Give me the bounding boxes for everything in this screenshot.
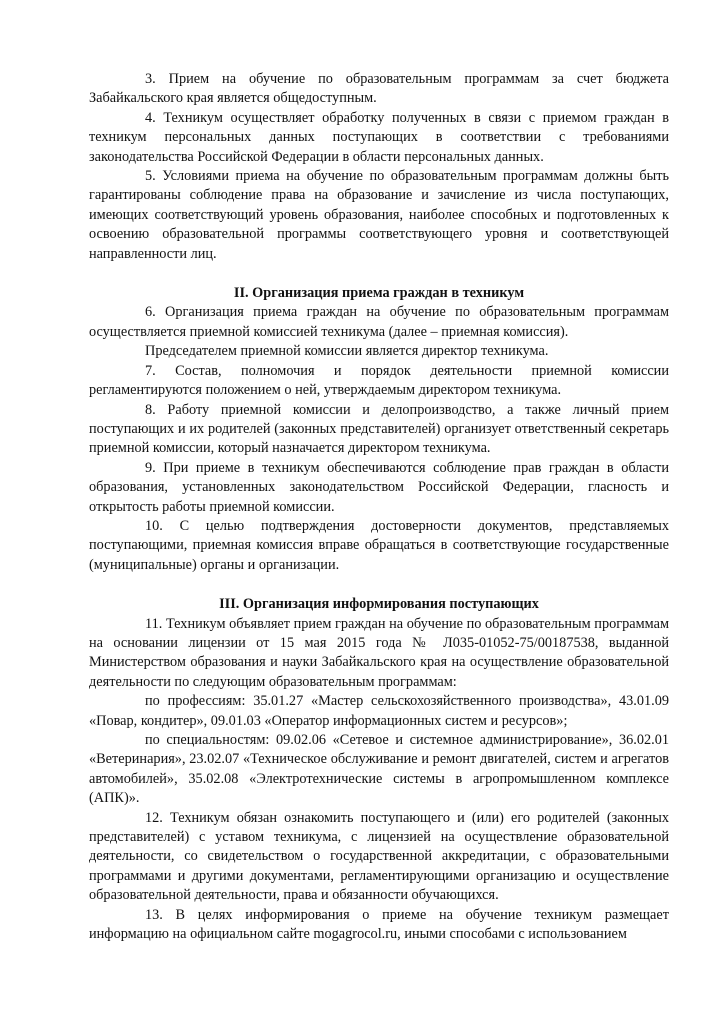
section-2-heading: II. Организация приема граждан в техникум [233,285,525,302]
paragraph-10: 10. С целью подтверждения достоверности документов, представляемых поступающими, приемная комиссия вправе обращаться в соответствующие государственные (муниципальные) органы и организации. [89,517,669,573]
paragraph-8: 8. Работу приемной комиссии и делопроизводство, а также личный прием поступающих и их родителей (законных представителей) организует ответственный секретарь приемной комиссии, который назначается директором техникума. [89,401,669,457]
paragraph-7: 7. Состав, полномочия и порядок деятельности приемной комиссии регламентируются положением о ней, утверждаемым директором техникума. [89,362,669,399]
paragraph-12: 12. Техникум обязан ознакомить поступающего и (или) его родителей (законных представителей) с уставом техникума, с лицензией на осуществление образовательной деятельности, со свидетельством о государственной аккредитации, с образовательными программами и другими документами, регламентирующими организацию и осуществление образовательной деятельности, права и обязанности обучающихся. [89,809,669,904]
paragraph-6: 6. Организация приема граждан на обучение по образовательным программам осуществляется приемной комиссией техникума (далее – приемная комиссия). [89,304,669,340]
paragraph-5: 5. Условиями приема на обучение по образовательным программам должны быть гарантированы соблюдение права на образование и зачисление из числа поступающих, имеющих соответствующий уровень образования, наиболее способных и подготовленных к освоению образовательной программы соответствующего уровня и соответствующей направленности лиц. [89,168,669,262]
paragraph-9: 9. При приеме в техникум обеспечиваются соблюдение прав граждан в области образования, установленных законодательством Российской Федерации, гласность и открытость работы приемной комиссии. [89,459,669,515]
paragraph-specialties: по специальностям: 09.02.06 «Сетевое и системное администрирование», 36.02.01 «Ветеринария», 23.02.07 «Техническое обслуживание и ремонт двигателей, систем и агрегатов автомобилей», 35.02.08 «Электротехнические системы в агропромышленном комплексе (АПК)». [89,732,669,807]
paragraph-13: 13. В целях информирования о приеме на обучение техникум размещает информацию на официальном сайте mogagrocol.ru, иными способами с использованием [89,906,669,943]
paragraph-11: 11. Техникум объявляет прием граждан на обучение по образовательным программам на основании лицензии от 15 мая 2015 года № Л035-01052-75/00187538, выданной Министерством образования и науки Забайкальского края на осуществление образовательной деятельности по следующим образовательным программам: [89,615,669,690]
paragraph-professions: по профессиям: 35.01.27 «Мастер сельскохозяйственного производства», 43.01.09 «Повар, кондитер», 09.01.03 «Оператор информационных систем и ресурсов»; [89,693,669,729]
paragraph-4: 4. Техникум осуществляет обработку полученных в связи с приемом граждан в техникум персональных данных поступающих в соответствии с требованиями законодательства Российской Федерации в области персональных данных. [89,109,669,165]
paragraph-chairman: Председателем приемной комиссии является директор техникума. [145,343,549,360]
paragraph-3: 3. Прием на обучение по образовательным программам за счет бюджета Забайкальского края является общедоступным. [89,71,669,107]
section-3-heading: III. Организация информирования поступающих [219,596,539,613]
